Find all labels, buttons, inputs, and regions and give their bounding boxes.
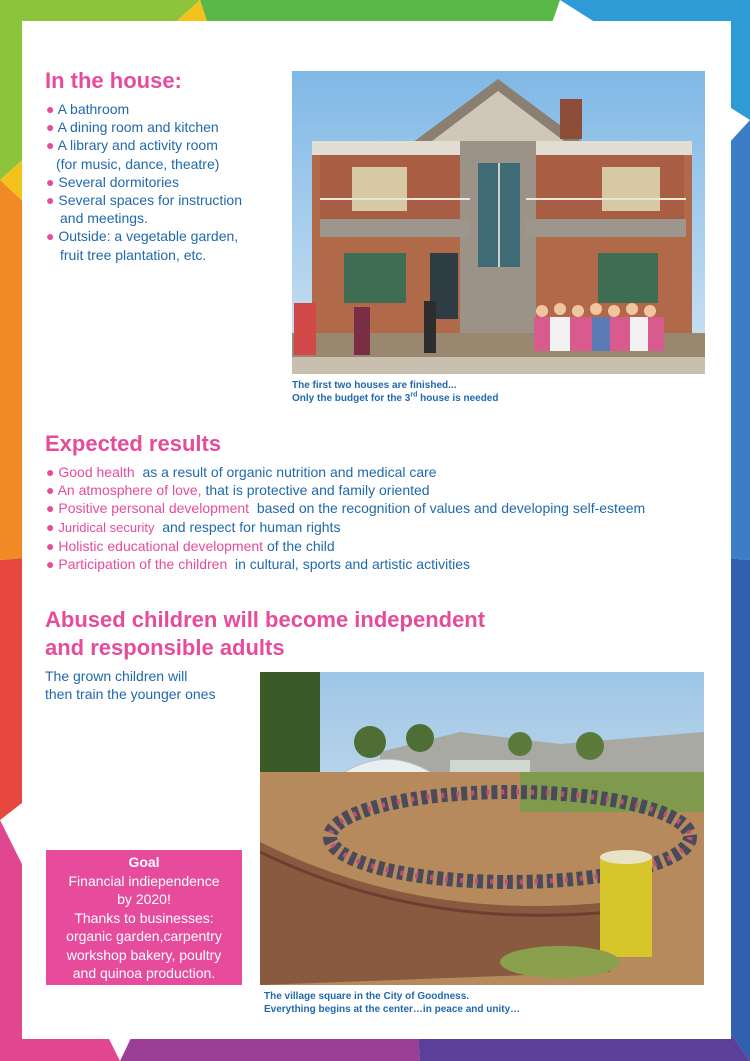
list-item: ● Good health as a result of organic nutrition and medical care [46,464,437,480]
goal-line: organic garden,carpentry [66,928,222,944]
goal-line: Financial indiependence [68,872,220,889]
content-panel [22,21,731,1039]
village-square-photo [260,672,704,985]
goal-title: Goal [128,854,160,870]
list-item: ● An atmosphere of love, that is protective and family oriented [46,482,430,499]
list-item: ● Holistic educational development of the child [46,537,335,554]
list-item: ● Juridical security and respect for human rights [46,518,341,535]
results-list [46,463,645,573]
village-photo-caption: The village square in the City of Goodness. Everything begins at the center…in peace and unity… [264,991,521,1015]
house-list [46,100,242,264]
goal-line: Thanks to businesses: [74,909,214,926]
list-item: ● Positive personal development based on the recognition of values and developing self-esteem [46,500,646,517]
list-item: ● A library and activity room [46,137,218,154]
list-item: ● Outside: a vegetable garden, [46,228,239,245]
goal-line: workshop bakery, poultry [66,946,222,963]
list-item: ● Several dormitories [46,173,179,190]
goal-line: by 2020! [117,891,171,907]
list-item: fruit tree plantation, etc. [60,246,207,263]
list-item: ● Participation of the children in cultural, sports and artistic activities [46,556,470,573]
house-photo-caption: The first two houses are finished... Only the budget for the 3rd house is needed [292,380,499,404]
goal-box [46,850,242,985]
list-item: (for music, dance, theatre) [56,155,220,172]
list-item: ● Several spaces for instruction [46,192,242,209]
house-photo [292,71,705,374]
independent-subtitle: The grown children will then train the younger ones [45,668,216,702]
independent-title: Abused children will become independent and responsible adults [45,607,486,660]
house-title: In the house: [45,68,182,93]
list-item: and meetings. [60,210,148,227]
list-item: ● A bathroom [46,101,130,117]
goal-line: and quinoa production. [72,965,216,981]
results-title: Expected results [45,431,222,456]
list-item: ● A dining room and kitchen [46,119,219,136]
